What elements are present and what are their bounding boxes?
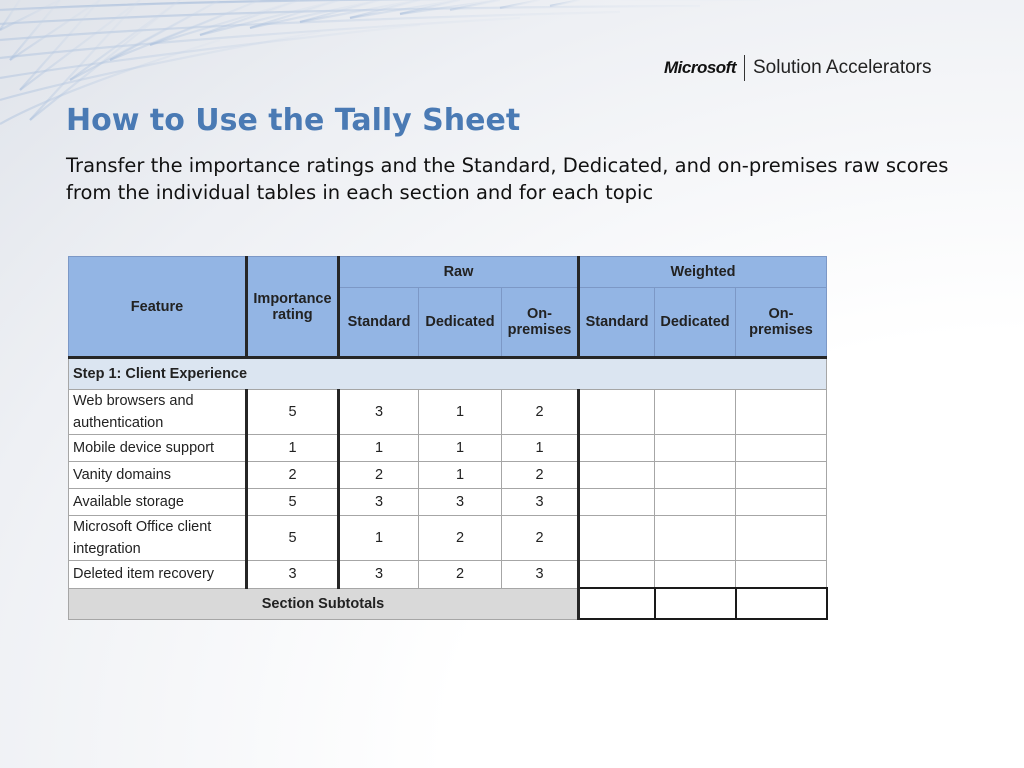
table-row bbox=[69, 516, 827, 561]
section-step-1: Step 1: Client Experience bbox=[69, 358, 827, 390]
header-weighted-standard: Standard bbox=[579, 288, 655, 358]
feature-cell: Microsoft Office client integration bbox=[69, 516, 247, 561]
raw-on-premises-cell: 3 bbox=[502, 489, 579, 516]
feature-cell: Web browsers and authentication bbox=[69, 390, 247, 435]
table-row bbox=[69, 462, 827, 489]
raw-standard-cell: 3 bbox=[339, 561, 419, 589]
header-weighted-on-premises: On-premises bbox=[736, 288, 827, 358]
raw-standard-cell: 3 bbox=[339, 489, 419, 516]
importance-cell: 1 bbox=[247, 435, 339, 462]
header-weighted-dedicated: Dedicated bbox=[655, 288, 736, 358]
feature-cell: Mobile device support bbox=[69, 435, 247, 462]
feature-cell: Available storage bbox=[69, 489, 247, 516]
raw-dedicated-cell: 2 bbox=[419, 516, 502, 561]
raw-dedicated-cell: 2 bbox=[419, 561, 502, 589]
subtotal-standard-cell[interactable] bbox=[579, 588, 655, 619]
weighted-standard-cell[interactable] bbox=[579, 462, 655, 489]
slide-subtitle: Transfer the importance ratings and the Standard, Dedicated, and on-premises raw scores from the individual tables in each section and for each topic bbox=[66, 154, 949, 204]
microsoft-solution-accelerators-logo bbox=[664, 54, 932, 82]
weighted-standard-cell[interactable] bbox=[579, 489, 655, 516]
table-row bbox=[69, 561, 827, 589]
raw-on-premises-cell: 2 bbox=[502, 462, 579, 489]
weighted-dedicated-cell[interactable] bbox=[655, 435, 736, 462]
raw-dedicated-cell: 1 bbox=[419, 390, 502, 435]
weighted-dedicated-cell[interactable] bbox=[655, 516, 736, 561]
raw-on-premises-cell: 1 bbox=[502, 435, 579, 462]
raw-on-premises-cell: 2 bbox=[502, 390, 579, 435]
raw-standard-cell: 2 bbox=[339, 462, 419, 489]
microsoft-wordmark: Microsoft bbox=[664, 58, 736, 77]
slide-title: How to Use the Tally Sheet bbox=[66, 103, 521, 138]
table-row bbox=[69, 435, 827, 462]
importance-cell: 5 bbox=[247, 390, 339, 435]
raw-on-premises-cell: 3 bbox=[502, 561, 579, 589]
importance-cell: 2 bbox=[247, 462, 339, 489]
product-name: Solution Accelerators bbox=[753, 57, 932, 78]
weighted-standard-cell[interactable] bbox=[579, 516, 655, 561]
raw-on-premises-cell: 2 bbox=[502, 516, 579, 561]
raw-standard-cell: 3 bbox=[339, 390, 419, 435]
weighted-on-premises-cell[interactable] bbox=[736, 390, 827, 435]
importance-cell: 3 bbox=[247, 561, 339, 589]
header-raw-standard: Standard bbox=[339, 288, 419, 358]
raw-dedicated-cell: 3 bbox=[419, 489, 502, 516]
header-raw-on-premises: On-premises bbox=[502, 288, 579, 358]
subtotal-dedicated-cell[interactable] bbox=[655, 588, 736, 619]
weighted-on-premises-cell[interactable] bbox=[736, 462, 827, 489]
weighted-standard-cell[interactable] bbox=[579, 390, 655, 435]
raw-dedicated-cell: 1 bbox=[419, 462, 502, 489]
table-row bbox=[69, 390, 827, 435]
header-importance-rating: Importance rating bbox=[247, 257, 339, 358]
raw-standard-cell: 1 bbox=[339, 435, 419, 462]
weighted-on-premises-cell[interactable] bbox=[736, 561, 827, 589]
feature-cell: Deleted item recovery bbox=[69, 561, 247, 589]
weighted-dedicated-cell[interactable] bbox=[655, 390, 736, 435]
logo-divider bbox=[744, 55, 745, 81]
header-raw: Raw bbox=[339, 257, 579, 288]
header-raw-dedicated: Dedicated bbox=[419, 288, 502, 358]
weighted-on-premises-cell[interactable] bbox=[736, 435, 827, 462]
importance-cell: 5 bbox=[247, 489, 339, 516]
weighted-dedicated-cell[interactable] bbox=[655, 489, 736, 516]
raw-standard-cell: 1 bbox=[339, 516, 419, 561]
raw-dedicated-cell: 1 bbox=[419, 435, 502, 462]
weighted-on-premises-cell[interactable] bbox=[736, 516, 827, 561]
importance-cell: 5 bbox=[247, 516, 339, 561]
section-subtotals-label: Section Subtotals bbox=[69, 588, 579, 619]
weighted-dedicated-cell[interactable] bbox=[655, 561, 736, 589]
weighted-dedicated-cell[interactable] bbox=[655, 462, 736, 489]
feature-cell: Vanity domains bbox=[69, 462, 247, 489]
weighted-on-premises-cell[interactable] bbox=[736, 489, 827, 516]
weighted-standard-cell[interactable] bbox=[579, 561, 655, 589]
subtotal-row bbox=[69, 588, 827, 619]
weighted-standard-cell[interactable] bbox=[579, 435, 655, 462]
tally-sheet-table bbox=[68, 256, 828, 620]
header-feature: Feature bbox=[69, 257, 247, 358]
header-weighted: Weighted bbox=[579, 257, 827, 288]
subtotal-on-premises-cell[interactable] bbox=[736, 588, 827, 619]
table-row bbox=[69, 489, 827, 516]
